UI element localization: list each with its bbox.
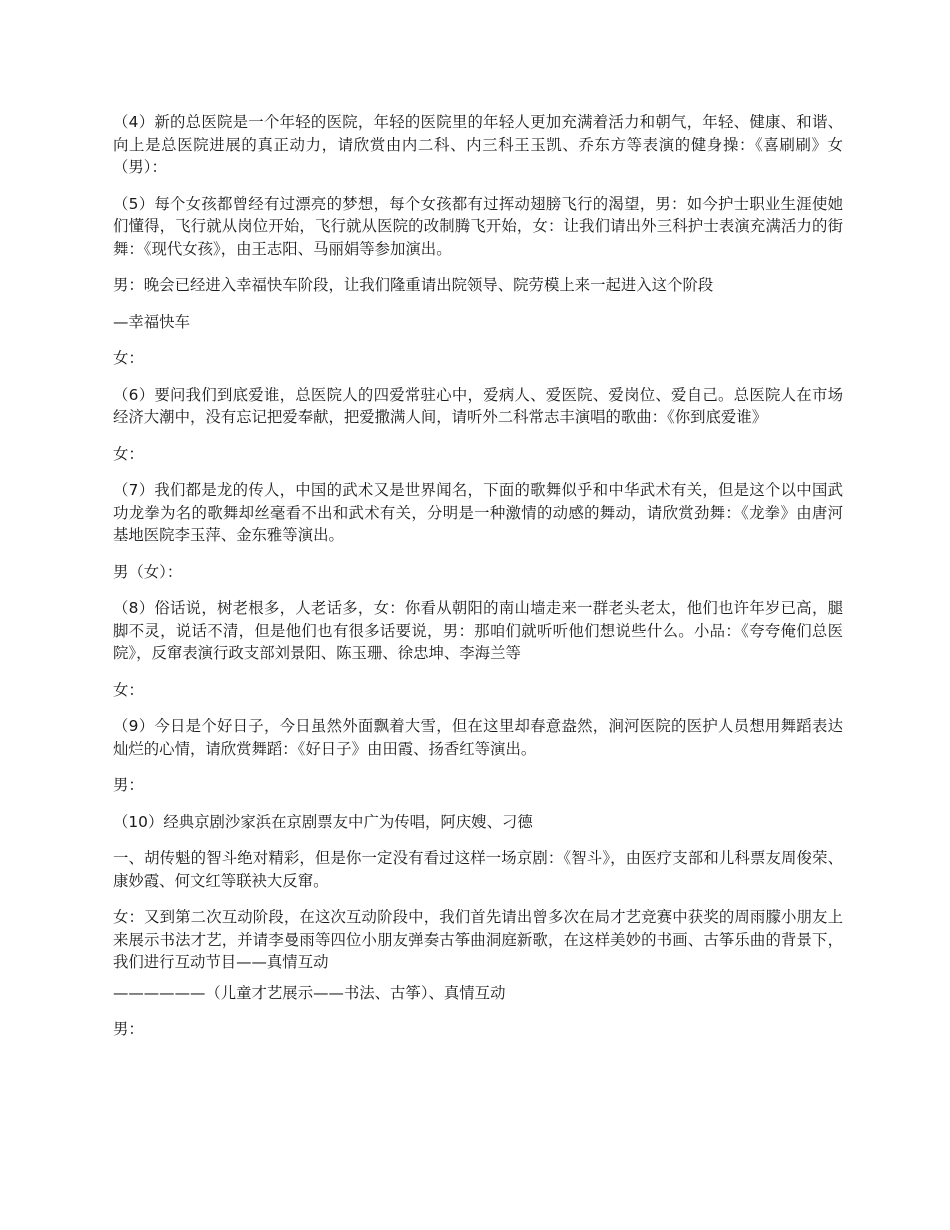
- paragraph-item-7: （7）我们都是龙的传人，中国的武术又是世界闻名，下面的歌舞似乎和中华武术有关，但是这个以中国武功龙拳为名的歌舞却丝毫看不出和武术有关，分明是一种激情的动感的舞动，请欣赏劲舞：《龙拳》由唐河基地医院李玉萍、金东雅等演出。: [113, 481, 843, 544]
- paragraph-item-10: （10）经典京剧沙家浜在京剧票友中广为传唱，阿庆嫂、刁德: [113, 812, 533, 831]
- paragraph-host-male-female: 男（女）：: [113, 562, 183, 581]
- paragraph-item-6: （6）要问我们到底爱谁，总医院人的四爱常驻心中，爱病人、爱医院、爱岗位、爱自己。总医院人在市场经济大潮中，没有忘记把爱奉献，把爱撒满人间，请听外二科常志丰演唱的歌曲：《你到底爱谁》: [113, 385, 843, 426]
- paragraph-happy-express: —幸福快车: [113, 312, 190, 331]
- paragraph-host-male-happy-express: 男：晚会已经进入幸福快车阶段，让我们隆重请出院领导、院劳模上来一起进入这个阶段: [113, 276, 714, 294]
- paragraph-item-4: （4）新的总医院是一个年轻的医院，年轻的医院里的年轻人更加充满着活力和朝气，年轻、健康、和谐、向上是总医院进展的真正动力，请欣赏由内二科、内三科王玉凯、乔东方等表演的健身操：《喜刷刷》女（男）：: [113, 113, 843, 176]
- document-body: [113, 111, 843, 1055]
- paragraph-item-10-continued: 一、胡传魁的智斗绝对精彩，但是你一定没有看过这样一场京剧：《智斗》，由医疗支部和儿科票友周俊荣、康妙霞、何文红等联袂大反窜。: [113, 849, 843, 890]
- paragraph-item-9: （9）今日是个好日子，今日虽然外面飘着大雪，但在这里却春意盎然，涧河医院的医护人员想用舞蹈表达灿烂的心情，请欣赏舞蹈：《好日子》由田霞、扬香红等演出。: [113, 717, 843, 758]
- paragraph-host-female: 女：: [113, 349, 144, 367]
- paragraph-second-interaction: 女：又到第二次互动阶段，在这次互动阶段中，我们首先请出曾多次在局才艺竞赛中获奖的周雨朦小朋友上来展示书法才艺，并请李曼雨等四位小朋友弹奏古筝曲洞庭新歌，在这样美妙的书画、古筝乐曲的背景下，我们进行互动节目——真情互动: [113, 908, 843, 971]
- paragraph-host-female: 女：: [113, 444, 144, 463]
- paragraph-host-male: 男：: [113, 1020, 144, 1038]
- paragraph-host-female: 女：: [113, 680, 144, 699]
- paragraph-item-8: （8）俗话说，树老根多，人老话多，女：你看从朝阳的南山墙走来一群老头老太，他们也许年岁已高，腿脚不灵，说话不清，但是他们也有很多话要说，男：那咱们就听听他们想说些什么。小品：《夸夸俺们总医院》，反窜表演行政支部刘景阳、陈玉珊、徐忠坤、李海兰等: [113, 599, 843, 662]
- paragraph-item-5: （5）每个女孩都曾经有过漂亮的梦想，每个女孩都有过挥动翅膀飞行的渴望，男：如今护士职业生涯使她们懂得，飞行就从岗位开始，飞行就从医院的改制腾飞开始，女：让我们请出外三科护士表演充满活力的街舞：《现代女孩》，由王志阳、马丽娟等参加演出。: [113, 194, 843, 258]
- paragraph-host-male: 男：: [113, 776, 144, 794]
- paragraph-children-talent: ——————（儿童才艺展示——书法、古筝）、真情互动: [113, 983, 506, 1002]
